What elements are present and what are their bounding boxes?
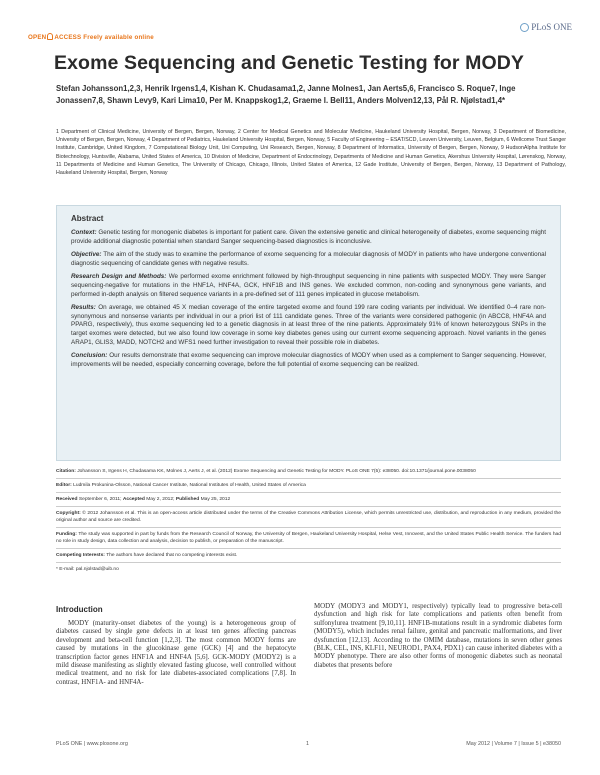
editor-label: Editor:: [56, 483, 72, 488]
accepted-date: May 2, 2012;: [146, 497, 175, 502]
copyright: [56, 510, 561, 524]
open-access-lock-icon: [47, 33, 53, 40]
copyright-text: © 2012 Johansson et al. This is an open-access article distributed under the terms of the Creative Commons Attribution License, which permits unrestricted use, distribution, and reproduction in any medium, provided the original author and source are credited.: [56, 511, 561, 523]
citation-label: Citation:: [56, 469, 76, 474]
context-text: Genetic testing for monogenic diabetes is important for patient care. Given the extensive genetic and clinical heterogeneity of diabetes, exome sequencing might provide additional diagnostic potential when standard Sanger sequencing-based diagnostics is inconclusive.: [71, 229, 547, 245]
author-list: Stefan Johansson1,2,3, Henrik Irgens1,4, Kishan K. Chudasama1,2, Janne Molnes1, Jan Aerts5,6, Francisco S. Roque7, Inge Jonassen7,8, Shawn Levy9, Kari Lima10, Per M. Knappskog1,2, Graeme I. Bell11, Anders Molven12,13, Pål R. Njølstad1,4*: [56, 84, 516, 105]
open-access-badge: [28, 34, 154, 41]
published-label: Published: [175, 497, 200, 502]
left-column: [56, 605, 296, 687]
footer-issue: May 2012 | Volume 7 | Issue 5 | e38050: [466, 741, 561, 747]
competing-interests: [56, 552, 561, 559]
article-metadata: [56, 468, 561, 576]
results-text: On average, we obtained 45 X median coverage of the entire targeted exome and found 199 rare coding variants per individual. We identified 0–4 rare non-synonymous and nonsense variants per individual in our a priori list of 111 candidate genes. Three of the variants were considered pathogenic (in ABCC8, HNF4A and PPARG, respectively), thus exome sequencing led to a genetic diagnosis in at least three of the nine patients. Approximately 91% of known heterozygous SNPs in the target exomes were detected, but we also found low coverage in some key diabetes genes using our current exome sequencing approach. Novel variants in the genes ARAP1, GLIS3, MADD, NOTCH2 and WFS1 need further investigation to reveal their possible role in diabetes.: [71, 304, 547, 346]
divider: [56, 548, 561, 549]
funding-label: Funding:: [56, 532, 77, 537]
competing-label: Competing Interests:: [56, 553, 105, 558]
intro-paragraph-right: MODY (MODY3 and MODY1, respectively) typically lead to progressive beta-cell dysfunction and high risk for late complications and patients often benefit from sulfonylurea treatment [9,10,11]. HNF1B-mutations result in a syndromic diabetes form (MODY5), which includes renal failure, genital and pancreatic malformations, and liver dysfunction [12,13]. According to the OMIM database, mutations in seven other genes (BLK, CEL, INS, KLF11, NEUROD1, PAX4, PDX1) can cause inherited diabetes with a MODY phenotype. There are also other forms of monogenic diabetes such as neonatal diabetes that presents before: [314, 603, 562, 669]
plos-logo-icon: [520, 23, 529, 32]
article-title: Exome Sequencing and Genetic Testing for MODY: [54, 52, 525, 74]
results-label: Results:: [71, 304, 96, 312]
access-text: ACCESS: [54, 34, 82, 41]
abstract-conclusion: [71, 352, 546, 369]
published-date: May 25, 2012: [200, 497, 231, 502]
abstract-context: [71, 229, 546, 246]
right-column: [314, 603, 562, 670]
citation: [56, 468, 561, 475]
editor-text: Ludmila Prokunina-Olsson, National Cancer Institute, National Institutes of Health, United States of America: [73, 483, 306, 488]
footer-journal: PLoS ONE | www.plosone.org: [56, 741, 128, 747]
editor: [56, 482, 561, 489]
dates: [56, 496, 561, 503]
received-date: September 6, 2011;: [78, 497, 122, 502]
page-footer: [56, 741, 561, 751]
plos-one-logo: [520, 22, 572, 32]
funding: [56, 531, 561, 545]
accepted-label: Accepted: [122, 497, 145, 502]
email[interactable]: * E-mail: pal.njolstad@uib.no: [56, 567, 119, 572]
intro-paragraph-left: MODY (maturity-onset diabetes of the young) is a heterogeneous group of diabetes caused by single gene defects in at least ten genes affecting pancreas development and beta-cell function [1,2,3]. The most common MODY forms are caused by mutations in the glucokinase gene (GCK) [4] and the hepatocyte transcription factor genes HNF1A and HNF4A [5,6]. GCK-MODY (MODY2) is a mild disease manifesting as slightly elevated fasting glucose, well controlled without medical treatment, and no risk for late diabetes-associated complications [7,8]. In contrast, HNF1A- and HNF4A-: [56, 620, 296, 686]
affiliations: 1 Department of Clinical Medicine, University of Bergen, Bergen, Norway, 2 Center for Medical Genetics and Molecular Medicine, Haukeland University Hospital, Bergen, Norway, 3 Department of Biomedicine, University of Bergen, Bergen, Norway, 4 Department of Pediatrics, Haukeland University Hospital, Bergen, Norway, 5 Faculty of Engineering – ESAT/SCD, Leuven University, Leuven, Belgium, 6 Wellcome Trust Sanger Institute, Cambridge, United Kingdom, 7 Computational Biology Unit, Uni Computing, Uni Research, Bergen, Norway, 8 Department of Informatics, University of Bergen, Bergen, Norway, 9 HudsonAlpha Institute for Biotechnology, Huntsville, Alabama, United States of America, 10 Division of Medicine, Department of Endocrinology, Departments of Medicine and Human Genetics, Akershus University Hospital, Lørenskog, Norway, 11 Departments of Medicine and Human Genetics, The University of Chicago, Chicago, Illinois, United States of America, 12 Gade Institute, University of Bergen, Bergen, Norway, 13 Department of Pathology, Haukeland University Hospital, Bergen, Norway: [56, 129, 566, 177]
abstract-design: [71, 273, 546, 299]
divider: [56, 478, 561, 479]
page-number: 1: [306, 741, 309, 747]
abstract-results: [71, 304, 546, 347]
design-text: We performed exome enrichment followed by high-throughput sequencing in nine patients with suspected MODY. They were Sanger sequencing-negative for mutations in the HNF1A, HNF4A, GCK, HNF1B and INS genes. We excluded common, non-coding and synonymous gene variants, and performed in-depth analysis on filtered sequence variants in a pre-defined set of 111 genes implicated in glucose metabolism.: [71, 273, 547, 298]
citation-text: Johansson S, Irgens H, Chudasama KK, Molnes J, Aerts J, et al. (2012) Exome Sequencing and Genetic Testing for MODY. PLoS ONE 7(5): e38050. doi:10.1371/journal.pone.0038050: [77, 469, 476, 474]
plos-logo-text: PLoS ONE: [531, 22, 572, 32]
conclusion-text: Our results demonstrate that exome sequencing can improve molecular diagnostics of MODY when used as a complement to Sanger sequencing. However, improvements will be needed, especially concerning coverage, before the full potential of exome sequencing can be realized.: [71, 352, 546, 368]
copyright-label: Copyright:: [56, 511, 81, 516]
introduction-heading: Introduction: [56, 605, 103, 614]
open-access-text: OPEN: [28, 34, 47, 41]
conclusion-label: Conclusion:: [71, 352, 108, 360]
freely-available-text: Freely available online: [83, 34, 154, 41]
divider: [56, 506, 561, 507]
abstract-heading: Abstract: [71, 214, 104, 223]
abstract-objective: [71, 251, 546, 268]
received-label: Received: [56, 497, 78, 502]
journal-header: [28, 22, 572, 41]
divider: [56, 527, 561, 528]
objective-text: The aim of the study was to examine the performance of exome sequencing for a molecular diagnosis of MODY in patients who have undergone conventional diagnostic sequencing of candidate genes with negative results.: [71, 251, 547, 267]
funding-text: The study was supported in part by funds from the Research Council of Norway, the University of Bergen, Haukeland University Hospital, Helse Vest, Innovest, and the United States Public Health Service. The funders had no role in study design, data collection and analysis, decision to publish, or preparation of the manuscript.: [56, 532, 561, 544]
abstract-box: [56, 205, 561, 461]
divider: [56, 562, 561, 563]
context-label: Context:: [71, 229, 97, 236]
divider: [56, 492, 561, 493]
competing-text: The authors have declared that no competing interests exist.: [106, 553, 238, 558]
design-label: Research Design and Methods:: [71, 273, 167, 281]
objective-label: Objective:: [71, 251, 102, 259]
